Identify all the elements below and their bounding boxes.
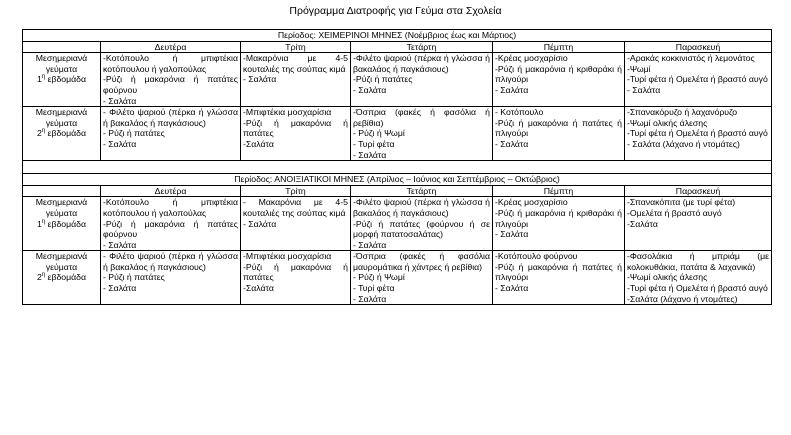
- meal-item: - Τυρί φέτα: [353, 283, 395, 294]
- meal-item: -Ρύζι ή μακαρόνια ή κριθαράκι ή πλιγούρι: [495, 207, 622, 229]
- header-empty: [23, 185, 101, 197]
- meal-item: -Ρύζι ή πατάτες: [353, 74, 413, 85]
- week-row: [23, 53, 772, 107]
- header-wednesday: Τετάρτη: [351, 185, 493, 197]
- meal-item: - Σαλάτα: [353, 293, 387, 304]
- week-label-number: $1^\eta$ εβδομάδα: [36, 218, 87, 229]
- meal-item: -Κοτόπουλο ή μπιφτέκια κοτόπουλου ή γαλοπούλας: [103, 197, 238, 218]
- meal-item: -Φιλέτο ψαριού (πέρκα ή γλώσσα ή βακαλάος ή παγκάσιους): [353, 53, 490, 74]
- header-tuesday: Τρίτη: [241, 41, 351, 53]
- meal-item: - Σαλάτα: [495, 283, 529, 294]
- meal-item: -Ψωμί: [627, 63, 651, 74]
- meal-item: - Ρύζι ή πατάτες: [103, 128, 165, 139]
- meal-item: -Τυρί φέτα ή Ομελέτα ή βραστό αυγό: [627, 283, 768, 294]
- meal-item: - Σαλάτα: [353, 239, 387, 250]
- meal-item: - Ρύζι ή Ψωμί: [353, 272, 405, 283]
- period-title-row: [23, 30, 772, 42]
- meal-cell-thursday: [493, 197, 625, 251]
- meal-item: - Σαλάτα: [103, 239, 137, 250]
- meal-item: -Κοτόπουλο φούρνου: [495, 251, 578, 262]
- menu-table: [22, 29, 772, 305]
- header-wednesday: Τετάρτη: [351, 41, 493, 53]
- meal-item: - Φιλέτο ψαριού (πέρκα ή γλώσσα ή βακαλάος ή παγκάσιους): [103, 107, 238, 128]
- week-label-sup: η: [41, 218, 46, 225]
- week-label-sup: η: [41, 128, 46, 135]
- header-monday: Δευτέρα: [101, 185, 241, 197]
- meal-item: - Φιλέτο ψαριού (πέρκα ή γλώσσα ή βακαλάος ή παγκάσιους): [103, 251, 238, 272]
- meal-item: - Σαλάτα: [243, 218, 277, 229]
- meal-item: - Σαλάτα (λάχανο ή ντομάτες): [627, 138, 740, 149]
- meal-cell-monday: [101, 197, 241, 251]
- week-label-number: $2^\eta$ εβδομάδα: [36, 272, 87, 283]
- meal-item: -Ψωμί ολικής άλεσης: [627, 117, 708, 128]
- meal-item: -Τυρί φέτα ή Ομελέτα ή βραστό αυγό: [627, 128, 768, 139]
- week-label-sup: η: [41, 272, 46, 279]
- meal-item: -Ρύζι ή μακαρόνια ή πατάτες: [243, 261, 348, 283]
- meal-cell-monday: [101, 251, 241, 305]
- period-spacer-cell: [23, 161, 772, 174]
- meal-item: -Τυρί φέτα ή Ομελέτα ή βραστό αυγό: [627, 74, 768, 85]
- meal-cell-friday: [625, 197, 772, 251]
- meal-item: - Τυρί φέτα: [353, 138, 395, 149]
- meal-item: -Αρακάς κοκκινιστός ή λεμονάτος: [627, 53, 755, 64]
- week-label-sup: η: [41, 74, 46, 81]
- meal-item: -Ρύζι ή μακαρόνια ή πατάτες ή πλιγούρι: [495, 117, 622, 139]
- meal-item: -Κρέας μοσχαρίσιο: [495, 53, 568, 64]
- menu-table-body: [23, 30, 772, 305]
- meal-item: -Φασολάκια ή μπριάμ (με κολοκυθάκια, πατάτα & λαχανικά): [627, 251, 770, 272]
- meal-cell-monday: [101, 53, 241, 107]
- meal-cell-monday: [101, 107, 241, 161]
- meal-item: - Σαλάτα: [243, 74, 277, 85]
- meal-cell-thursday: [493, 251, 625, 305]
- meal-item: - Ρύζι ή Ψωμί: [353, 128, 405, 139]
- header-friday: Παρασκευή: [625, 185, 772, 197]
- meal-item: -Ψωμί ολικής άλεσης: [627, 272, 708, 283]
- meal-item: -Ομελέτα ή βραστό αυγό: [627, 207, 722, 218]
- meal-cell-wednesday: [351, 107, 493, 161]
- meal-item: -Ρύζι ή μακαρόνια ή κριθαράκι ή πλιγούρι: [495, 63, 622, 85]
- meal-cell-wednesday: [351, 197, 493, 251]
- meal-item: - Σαλάτα: [353, 149, 387, 160]
- meal-cell-wednesday: [351, 251, 493, 305]
- week-label-text: Μεσημεριανά γεύματα: [35, 53, 88, 74]
- header-monday: Δευτέρα: [101, 41, 241, 53]
- period-title-row: [23, 174, 772, 186]
- meal-cell-thursday: [493, 53, 625, 107]
- week-label: [23, 107, 101, 161]
- day-header-row: [23, 185, 772, 197]
- week-label-text: Μεσημεριανά γεύματα: [35, 197, 88, 218]
- meal-item: - Μακαρόνια με 4-5 κουταλιές της σούπας κιμά: [243, 197, 348, 218]
- meal-item: - Σαλάτα: [495, 229, 529, 240]
- week-label: [23, 251, 101, 305]
- meal-item: -Σπανακόπιτα (με τυρί φέτα): [627, 197, 736, 208]
- period-title: Περίοδος: ΑΝΟΙΞΙΑΤΙΚΟΙ ΜΗΝΕΣ (Απρίλιος – Ιούνιος και Σεπτέμβριος – Οκτώβριος): [23, 174, 772, 186]
- meal-item: -Σαλάτα: [243, 138, 274, 149]
- meal-cell-friday: [625, 251, 772, 305]
- day-header-row: [23, 41, 772, 53]
- header-thursday: Πέμπτη: [493, 185, 625, 197]
- meal-item: -Σαλάτα (λάχανο ή ντομάτες): [627, 293, 738, 304]
- meal-item: -Ρύζι ή μακαρόνια ή πατάτες: [243, 117, 348, 139]
- meal-item: -Μπιφτέκια μοσχαρίσια: [243, 251, 332, 262]
- week-row: [23, 107, 772, 161]
- meal-item: -Σαλάτα: [243, 283, 274, 294]
- week-label-number: $1^\eta$ εβδομάδα: [36, 74, 87, 85]
- week-row: [23, 197, 772, 251]
- week-row: [23, 251, 772, 305]
- meal-cell-thursday: [493, 107, 625, 161]
- meal-cell-friday: [625, 107, 772, 161]
- period-title: Περίοδος: ΧΕΙΜΕΡΙΝΟΙ ΜΗΝΕΣ (Νοέμβριος έως και Μάρτιος): [23, 30, 772, 42]
- meal-item: -Ρύζι ή πατάτες (φούρνου ή σε μορφή πατατοσαλάτας): [353, 218, 490, 240]
- week-label-text: Μεσημεριανά γεύματα: [35, 107, 88, 128]
- header-friday: Παρασκευή: [625, 41, 772, 53]
- meal-item: - Κοτόπουλο: [495, 107, 544, 118]
- meal-item: - Σαλάτα: [495, 138, 529, 149]
- meal-item: -Ρύζι ή μακαρόνια ή πατάτες φούρνου: [103, 74, 238, 95]
- meal-cell-friday: [625, 53, 772, 107]
- meal-item: -Όσπρια (φακές ή φασόλια ή ρεβίθια): [353, 107, 490, 128]
- header-tuesday: Τρίτη: [241, 185, 351, 197]
- meal-item: -Ρύζι ή μακαρόνια ή πατάτες ή πλιγούρι: [495, 261, 622, 283]
- week-label: [23, 197, 101, 251]
- meal-cell-tuesday: [241, 53, 351, 107]
- meal-item: -Όσπρια (φακές ή φασόλια μαυρομάτικα ή χάντρες ή ρεβίθια): [353, 251, 490, 272]
- week-label-number: $2^\eta$ εβδομάδα: [36, 128, 87, 139]
- meal-item: - Ρύζι ή πατάτες: [103, 272, 165, 283]
- meal-item: - Σαλάτα: [353, 84, 387, 95]
- meal-item: -Κρέας μοσχαρίσιο: [495, 197, 568, 208]
- meal-item: - Σαλάτα: [103, 138, 137, 149]
- meal-cell-tuesday: [241, 251, 351, 305]
- week-label-text: Μεσημεριανά γεύματα: [35, 251, 88, 272]
- meal-item: - Σαλάτα: [103, 283, 137, 294]
- meal-item: -Φιλέτο ψαριού (πέρκα ή γλώσσα ή βακαλάος ή παγκάσιους): [353, 197, 490, 218]
- meal-cell-tuesday: [241, 197, 351, 251]
- meal-item: -Σπανακόρυζο ή λαχανόρυζο: [627, 107, 738, 118]
- meal-item: -Μπιφτέκια μοσχαρίσια: [243, 107, 332, 118]
- header-empty: [23, 41, 101, 53]
- header-thursday: Πέμπτη: [493, 41, 625, 53]
- meal-cell-tuesday: [241, 107, 351, 161]
- meal-cell-wednesday: [351, 53, 493, 107]
- meal-item: -Ρύζι ή μακαρόνια ή πατάτες φούρνου: [103, 218, 238, 240]
- meal-item: - Σαλάτα: [495, 84, 529, 95]
- period-spacer: [23, 161, 772, 174]
- week-label: [23, 53, 101, 107]
- meal-item: - Σαλάτα: [627, 84, 661, 95]
- meal-item: - Σαλάτα: [103, 95, 137, 106]
- meal-item: -Μακαρόνια με 4-5 κουταλιές της σούπας κιμά: [243, 53, 348, 74]
- meal-item: -Σαλάτα: [627, 218, 658, 229]
- document-title: Πρόγραμμα Διατροφής για Γεύμα στα Σχολεία: [289, 5, 502, 17]
- meal-item: -Κοτόπουλο ή μπιφτέκια κοτόπουλου ή γαλοπούλας: [103, 53, 238, 74]
